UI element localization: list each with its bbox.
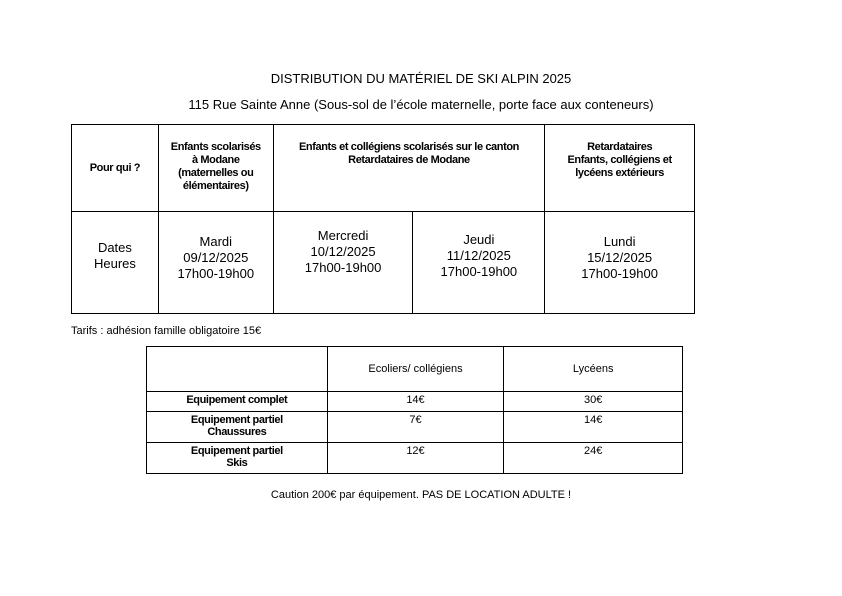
day-time: 17h00-19h00 bbox=[581, 266, 658, 281]
price-value: 12€ bbox=[327, 443, 504, 474]
price-value: 30€ bbox=[504, 392, 683, 412]
day-date: 09/12/2025 bbox=[183, 250, 249, 265]
day-name: Lundi bbox=[603, 234, 636, 249]
row-label-line: Chaussures bbox=[207, 426, 267, 438]
price-value: 24€ bbox=[504, 443, 683, 474]
table-row bbox=[147, 443, 683, 474]
day-cell-jeudi bbox=[413, 212, 545, 314]
prices-header-row bbox=[147, 347, 683, 392]
schedule-table bbox=[71, 124, 695, 314]
table-row bbox=[147, 412, 683, 443]
group-line: Retardataires bbox=[587, 141, 653, 153]
day-date: 10/12/2025 bbox=[310, 244, 376, 259]
prices-table bbox=[146, 346, 683, 474]
day-cell-mercredi bbox=[273, 212, 413, 314]
price-value: 7€ bbox=[327, 412, 504, 443]
day-name: Mardi bbox=[199, 234, 233, 249]
group-line: Enfants et collégiens scolarisés sur le canton bbox=[298, 141, 519, 153]
row-label-line: Equipement complet bbox=[186, 394, 288, 406]
row-label-line: Equipement partiel bbox=[190, 445, 283, 457]
day-time: 17h00-19h00 bbox=[304, 260, 382, 275]
pour-qui-label: Pour qui ? bbox=[89, 161, 141, 174]
heures-label: Heures bbox=[93, 256, 136, 271]
row-label-line: Equipement partiel bbox=[190, 414, 283, 426]
row-label bbox=[147, 443, 328, 474]
price-value: 14€ bbox=[327, 392, 504, 412]
group-line: Retardataires de Modane bbox=[348, 154, 470, 166]
group-line: lycéens extérieurs bbox=[575, 167, 665, 179]
row-label bbox=[147, 392, 328, 412]
table-row bbox=[147, 392, 683, 412]
group-line: élémentaires) bbox=[182, 180, 249, 192]
column-header: Ecoliers/ collégiens bbox=[327, 347, 504, 392]
row-label-line: Skis bbox=[226, 457, 248, 469]
group-line: à Modane bbox=[192, 154, 240, 166]
group-line: Enfants scolarisés bbox=[170, 141, 261, 153]
price-value: 14€ bbox=[504, 412, 683, 443]
group-line: Enfants, collégiens et bbox=[567, 154, 672, 166]
dates-heures-cell bbox=[72, 212, 159, 314]
group-line: (maternelles ou bbox=[178, 167, 254, 179]
group-modane-cell bbox=[158, 125, 273, 212]
day-time: 17h00-19h00 bbox=[440, 264, 518, 279]
group-exterieurs-cell bbox=[545, 125, 695, 212]
column-header: Lycéens bbox=[504, 347, 683, 392]
document-title: DISTRIBUTION DU MATÉRIEL DE SKI ALPIN 2025 bbox=[270, 71, 572, 86]
day-cell-mardi bbox=[158, 212, 273, 314]
day-name: Jeudi bbox=[463, 232, 495, 247]
empty-corner-cell bbox=[147, 347, 328, 392]
group-canton-cell bbox=[273, 125, 545, 212]
day-cell-lundi bbox=[545, 212, 695, 314]
caution-note: Caution 200€ par équipement. PAS DE LOCATION ADULTE ! bbox=[270, 489, 572, 501]
day-time: 17h00-19h00 bbox=[177, 266, 255, 281]
day-date: 11/12/2025 bbox=[446, 248, 511, 263]
tarifs-note: Tarifs : adhésion famille obligatoire 15€ bbox=[71, 325, 262, 337]
day-date: 15/12/2025 bbox=[587, 250, 653, 265]
pour-qui-cell bbox=[72, 125, 159, 212]
schedule-header-row bbox=[72, 125, 695, 212]
row-label bbox=[147, 412, 328, 443]
address-line: 115 Rue Sainte Anne (Sous-sol de l’école maternelle, porte face aux conteneurs) bbox=[188, 97, 654, 112]
day-name: Mercredi bbox=[317, 228, 369, 243]
dates-label: Dates bbox=[97, 240, 132, 255]
schedule-dates-row bbox=[72, 212, 695, 314]
